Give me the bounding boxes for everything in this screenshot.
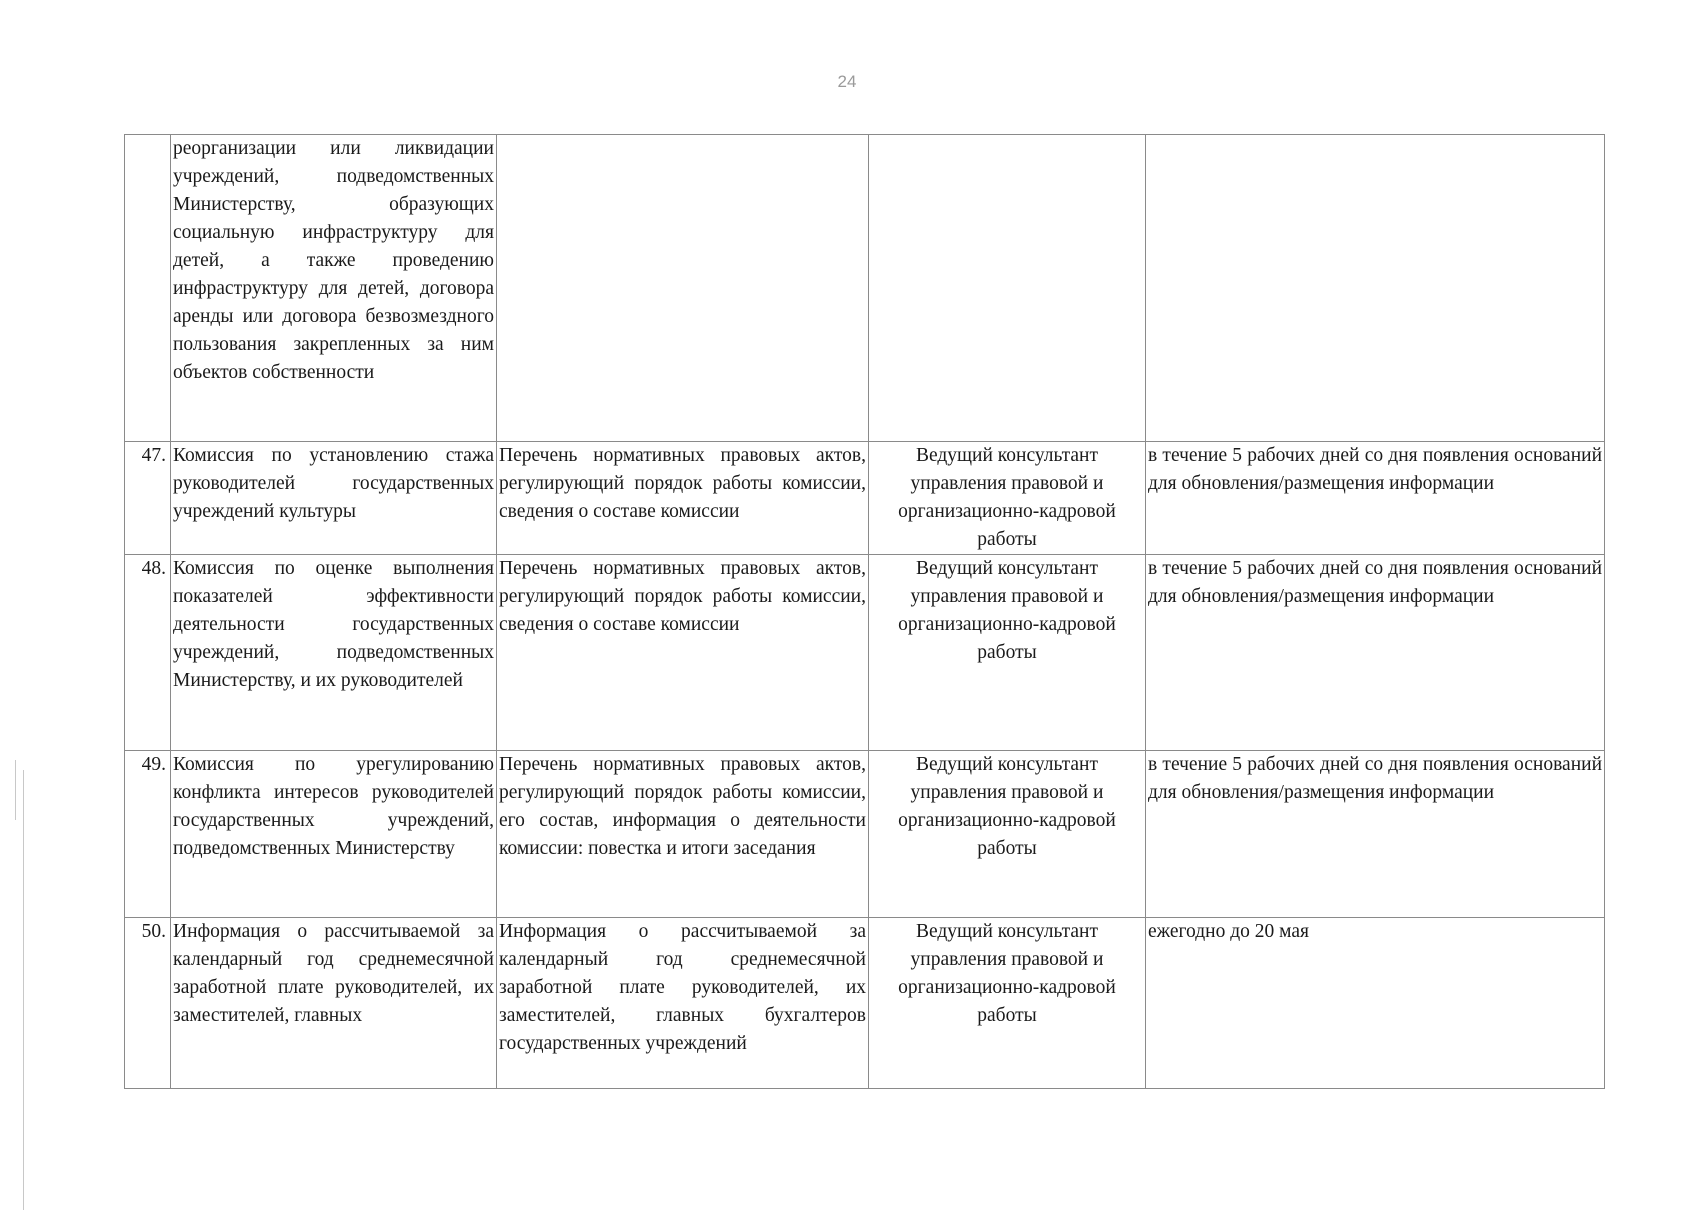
page-number: 24 [837, 72, 857, 91]
table-row [125, 442, 1605, 555]
row-number: 49. [125, 751, 171, 918]
row-term: в течение 5 рабочих дней со дня появления оснований для обновления/размещения информации [1146, 751, 1605, 918]
row-documents: Перечень нормативных правовых актов, регулирующий порядок работы комиссии, сведения о составе комиссии [497, 442, 869, 555]
row-term: ежегодно до 20 мая [1146, 918, 1605, 1089]
row-responsible [869, 135, 1146, 442]
row-responsible: Ведущий консультант управления правовой и организационно-кадровой работы [869, 751, 1146, 918]
row-term: в течение 5 рабочих дней со дня появления оснований для обновления/размещения информации [1146, 442, 1605, 555]
row-name: Комиссия по урегулированию конфликта интересов руководителей государственных учреждений, подведомственных Министерству [171, 751, 497, 918]
row-documents: Информация о рассчитываемой за календарный год среднемесячной заработной плате руководителей, их заместителей, главных бухгалтеров государственных учреждений [497, 918, 869, 1089]
row-responsible: Ведущий консультант управления правовой и организационно-кадровой работы [869, 442, 1146, 555]
row-term: в течение 5 рабочих дней со дня появления оснований для обновления/размещения информации [1146, 555, 1605, 751]
row-name: реорганизации или ликвидации учреждений, подведомственных Министерству, образующих социальную инфраструктуру для детей, а также проведению инфраструктуру для детей, договора аренды или договора безвозмездного пользования закрепленных за ним объектов собственности [171, 135, 497, 442]
scan-margin-line [15, 760, 16, 820]
row-documents: Перечень нормативных правовых актов, регулирующий порядок работы комиссии, его состав, информация о деятельности комиссии: повестка и итоги заседания [497, 751, 869, 918]
row-term [1146, 135, 1605, 442]
row-responsible: Ведущий консультант управления правовой и организационно-кадровой работы [869, 918, 1146, 1089]
scan-margin-line [23, 770, 24, 1210]
document-table [124, 134, 1605, 1089]
row-documents: Перечень нормативных правовых актов, регулирующий порядок работы комиссии, сведения о составе комиссии [497, 555, 869, 751]
row-documents [497, 135, 869, 442]
row-name: Комиссия по оценке выполнения показателей эффективности деятельности государственных учреждений, подведомственных Министерству, и их руководителей [171, 555, 497, 751]
table-row [125, 751, 1605, 918]
row-number: 47. [125, 442, 171, 555]
row-number [125, 135, 171, 442]
row-number: 50. [125, 918, 171, 1089]
row-name: Комиссия по установлению стажа руководителей государственных учреждений культуры [171, 442, 497, 555]
table-row [125, 918, 1605, 1089]
row-responsible: Ведущий консультант управления правовой и организационно-кадровой работы [869, 555, 1146, 751]
row-name: Информация о рассчитываемой за календарный год среднемесячной заработной плате руководителей, их заместителей, главных [171, 918, 497, 1089]
table-row [125, 555, 1605, 751]
table-row [125, 135, 1605, 442]
row-number: 48. [125, 555, 171, 751]
